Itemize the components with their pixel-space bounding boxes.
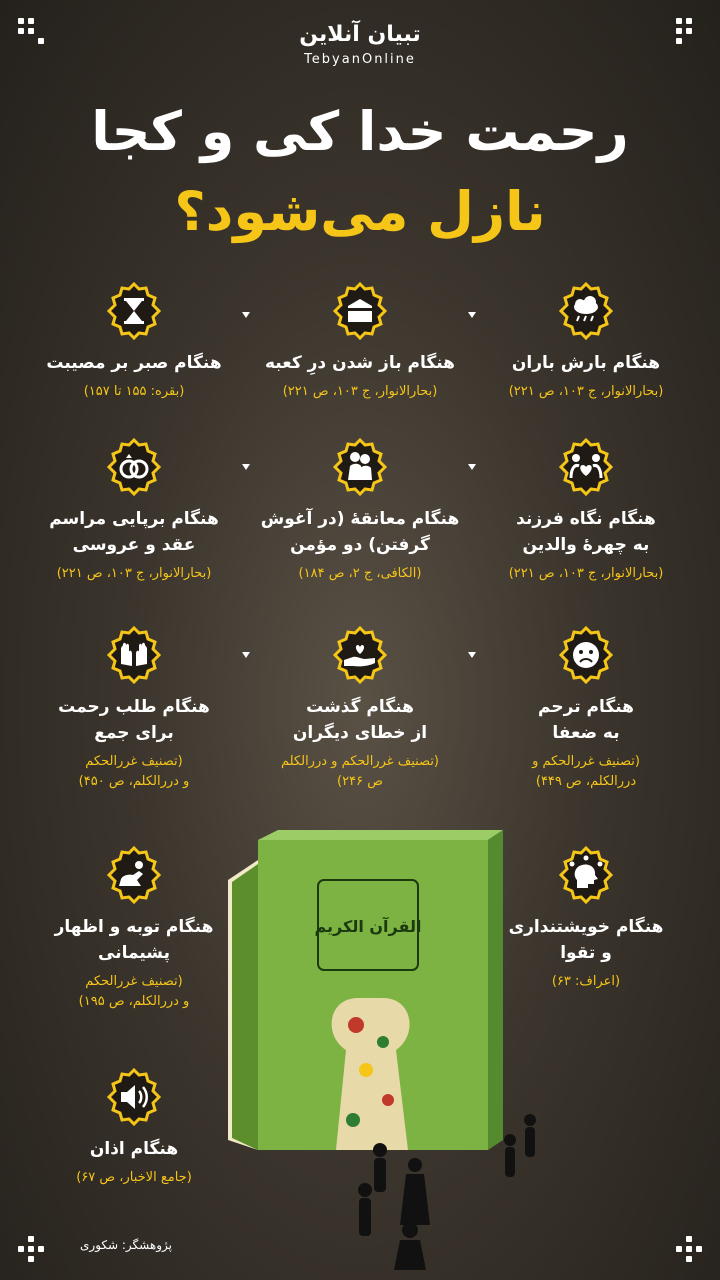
item-label: هنگام بارش باران	[511, 353, 661, 373]
quran-book-illustration	[228, 820, 508, 1160]
item-embrace	[250, 438, 470, 584]
forgiving-hand-icon	[331, 626, 389, 684]
item-label: هنگام ترحم به ضعفا	[538, 697, 634, 743]
family-heart-icon	[557, 438, 615, 496]
item-wedding	[24, 438, 244, 584]
item-source: (تصنیف غررالحکم و دررالکلم ص ۲۴۶)	[280, 754, 440, 789]
sad-face-icon	[557, 626, 615, 684]
item-kaaba	[250, 282, 470, 402]
item-source: (بحارالانوار، ج ۱۰۳، ص ۲۲۱)	[508, 384, 664, 399]
item-label: هنگام باز شدن درِ کعبه	[265, 353, 455, 373]
item-label: هنگام برپایی مراسم عقد و عروسی	[49, 509, 219, 555]
item-forgiveness	[250, 626, 470, 792]
item-source: (بحارالانوار، ج ۱۰۳، ص ۲۲۱)	[282, 384, 438, 399]
people-silhouettes	[340, 1110, 580, 1270]
speaker-icon	[105, 1068, 163, 1126]
brand-logo-english: TebyanOnline	[304, 52, 416, 67]
rain-cloud-icon	[557, 282, 615, 340]
item-source: (تصنیف غررالحکم و دررالکلم، ص ۴۴۹)	[532, 754, 640, 789]
item-label: هنگام اذان	[89, 1139, 179, 1159]
book-title: القرآن الکریم	[314, 917, 422, 936]
item-patience	[24, 282, 244, 402]
item-label: هنگام معانقهٔ (در آغوش گرفتن) دو مؤمن	[260, 509, 460, 555]
item-rain	[476, 282, 696, 402]
embrace-icon	[331, 438, 389, 496]
item-label: هنگام خویشتنداری و تقوا	[508, 917, 664, 963]
item-source: (الکافی، ج ۲، ص ۱۸۴)	[298, 566, 422, 581]
item-label: هنگام صبر بر مصیبت	[46, 353, 222, 373]
page-title-line2: نازل می‌شود؟	[174, 180, 546, 243]
item-source: (تصنیف غررالحکم و دررالکلم، ص ۴۵۰)	[78, 754, 190, 789]
corner-ornament-bottom-right	[676, 1236, 702, 1262]
researcher-credit: پژوهشگر: شکوری	[80, 1238, 172, 1252]
item-label: هنگام نگاه فرزند به چهرهٔ والدین	[516, 509, 656, 555]
prostrating-person-icon	[105, 846, 163, 904]
item-source: (جامع الاخبار، ص ۶۷)	[76, 1170, 192, 1185]
item-pray-group	[24, 626, 244, 792]
item-source: (اعراف: ۶۳)	[551, 974, 621, 989]
item-repentance	[24, 846, 244, 1012]
kaaba-icon	[331, 282, 389, 340]
praying-hands-icon	[105, 626, 163, 684]
self-control-head-icon	[557, 846, 615, 904]
item-source: (بقره: ۱۵۵ تا ۱۵۷)	[83, 384, 185, 399]
item-adhan	[24, 1068, 244, 1188]
item-self-control	[476, 846, 696, 992]
item-label: هنگام گذشت از خطای دیگران	[292, 697, 428, 743]
item-source: (بحارالانوار، ج ۱۰۳، ص ۲۲۱)	[56, 566, 212, 581]
hourglass-icon	[105, 282, 163, 340]
item-label: هنگام توبه و اظهار پشیمانی	[54, 917, 214, 963]
page-title-line1: رحمت خدا کی و کجا	[91, 100, 629, 163]
item-mercy-weak	[476, 626, 696, 792]
item-child-look	[476, 438, 696, 584]
item-label: هنگام طلب رحمت برای جمع	[58, 697, 210, 743]
rings-icon	[105, 438, 163, 496]
corner-ornament-bottom-left	[18, 1236, 44, 1262]
item-source: (تصنیف غررالحکم و دررالکلم، ص ۱۹۵)	[78, 974, 190, 1009]
brand-logo-persian: تبیان آنلاین	[299, 22, 421, 47]
item-source: (بحارالانوار، ج ۱۰۳، ص ۲۲۱)	[508, 566, 664, 581]
